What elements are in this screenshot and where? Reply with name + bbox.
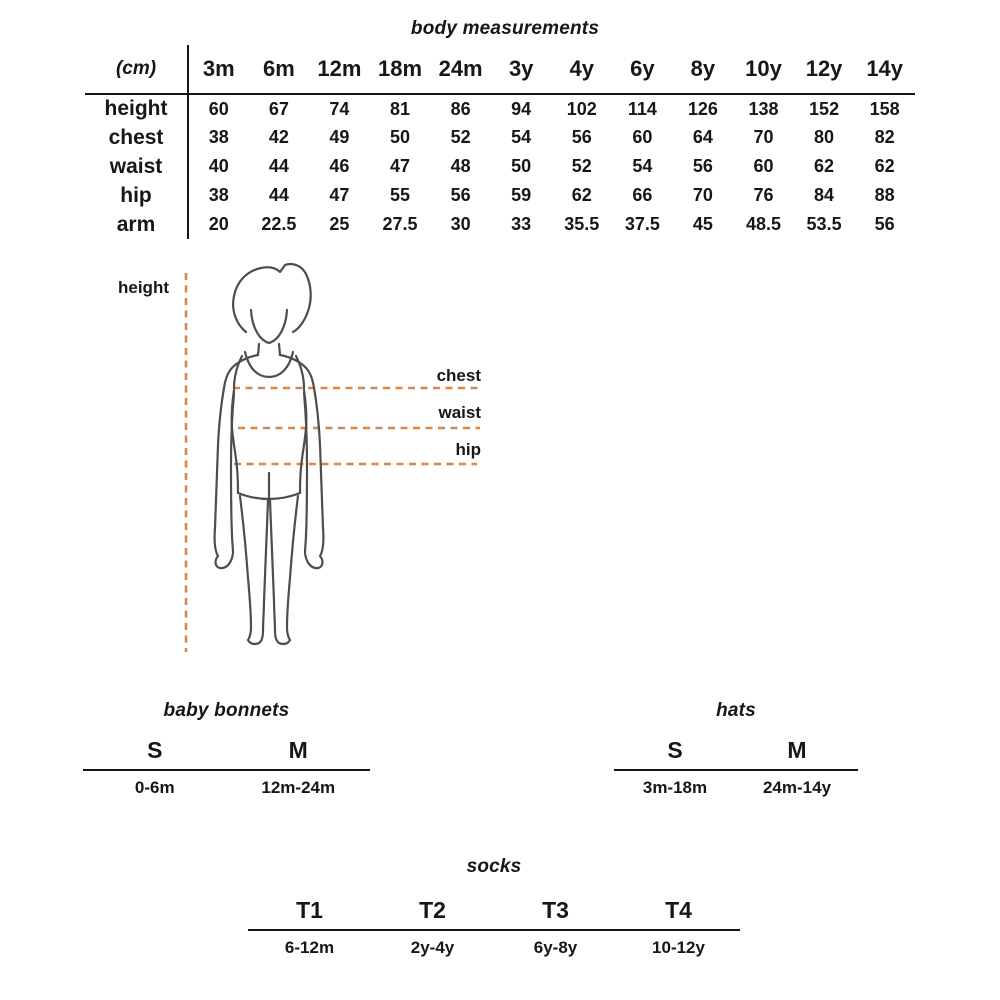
cell-hip-4y: 62	[571, 185, 592, 205]
chest-label: chest	[436, 366, 481, 385]
cell-waist-24m: 48	[450, 156, 471, 176]
cell-hip-3y: 59	[511, 185, 532, 205]
cell-hip-10y: 76	[753, 185, 774, 205]
cell-waist-12y: 62	[814, 156, 835, 176]
size-header-T4: T4	[665, 897, 692, 923]
column-header-3m: 3m	[188, 45, 249, 94]
cell-arm-12y: 53.5	[806, 214, 842, 234]
cell-waist-3y: 50	[511, 156, 532, 176]
size-range-M: 12m-24m	[261, 778, 336, 797]
cell-height-8y: 126	[687, 98, 718, 119]
cell-arm-24m: 30	[450, 214, 471, 234]
column-header-10y: 10y	[733, 45, 794, 94]
cell-arm-3y: 33	[511, 214, 532, 234]
cell-height-6m: 67	[268, 98, 289, 119]
cell-height-3y: 94	[511, 98, 532, 119]
cell-height-3m: 60	[208, 98, 229, 119]
cell-waist-12m: 46	[329, 156, 350, 176]
hats-size-row	[614, 737, 858, 771]
column-header-6m: 6m	[249, 45, 310, 94]
column-header-12m: 12m	[309, 45, 370, 94]
socks-table	[248, 856, 740, 958]
column-header-4y: 4y	[551, 45, 612, 94]
cell-arm-8y: 45	[692, 214, 713, 234]
cell-height-14y: 158	[869, 98, 900, 119]
table-row-arm	[85, 210, 915, 239]
cell-chest-6y: 60	[632, 127, 653, 147]
cell-waist-6m: 44	[268, 156, 289, 176]
cell-hip-3m: 38	[208, 185, 229, 205]
hats-range-row	[614, 771, 858, 798]
table-row-waist	[85, 152, 915, 181]
size-header-T1: T1	[296, 897, 323, 923]
size-header-T2: T2	[419, 897, 446, 923]
cell-waist-14y: 62	[874, 156, 895, 176]
cell-chest-6m: 42	[268, 127, 289, 147]
column-header-18m: 18m	[370, 45, 431, 94]
size-header-S: S	[667, 737, 683, 763]
cell-arm-3m: 20	[208, 214, 229, 234]
table-row-hip	[85, 181, 915, 210]
height-label: height	[118, 278, 169, 297]
column-header-6y: 6y	[612, 45, 673, 94]
cell-chest-4y: 56	[571, 127, 592, 147]
body-measurements-table	[85, 45, 915, 239]
column-header-14y: 14y	[854, 45, 915, 94]
cell-chest-14y: 82	[874, 127, 895, 147]
cell-hip-14y: 88	[874, 185, 895, 205]
cell-chest-12y: 80	[814, 127, 835, 147]
hip-label: hip	[455, 440, 481, 459]
cell-waist-18m: 47	[390, 156, 411, 176]
cell-arm-12m: 25	[329, 214, 350, 234]
cell-chest-18m: 50	[390, 127, 411, 147]
cell-waist-8y: 56	[692, 156, 713, 176]
size-header-T3: T3	[542, 897, 569, 923]
size-range-M: 24m-14y	[762, 778, 832, 797]
size-range-S: 3m-18m	[642, 778, 708, 797]
cell-hip-24m: 56	[450, 185, 471, 205]
row-label-chest: chest	[85, 123, 188, 152]
unit-label: (cm)	[85, 45, 188, 94]
cell-arm-10y: 48.5	[745, 214, 782, 234]
row-label-arm: arm	[85, 210, 188, 239]
column-header-8y: 8y	[673, 45, 734, 94]
cell-height-18m: 81	[390, 98, 411, 119]
cell-arm-6y: 37.5	[624, 214, 660, 234]
cell-height-10y: 138	[748, 98, 779, 119]
hats-title: hats	[716, 700, 756, 721]
cell-chest-10y: 70	[753, 127, 774, 147]
size-header-S: S	[147, 737, 163, 763]
cell-hip-6m: 44	[268, 185, 289, 205]
size-range-T1: 6-12m	[284, 938, 335, 957]
child-figure-illustration	[215, 264, 324, 644]
size-range-S: 0-6m	[134, 778, 175, 797]
cell-chest-8y: 64	[692, 127, 713, 147]
size-range-T3: 6y-8y	[533, 938, 578, 957]
table-header-row	[85, 45, 915, 94]
cell-height-6y: 114	[627, 98, 657, 119]
row-label-waist: waist	[85, 152, 188, 181]
cell-waist-4y: 52	[571, 156, 592, 176]
socks-range-row	[248, 931, 740, 958]
cell-height-12y: 152	[809, 98, 840, 119]
cell-chest-3y: 54	[511, 127, 532, 147]
cell-arm-18m: 27.5	[382, 214, 418, 234]
size-range-T4: 10-12y	[652, 938, 705, 957]
cell-arm-6m: 22.5	[261, 214, 297, 234]
socks-title: socks	[466, 856, 522, 877]
cell-hip-6y: 66	[632, 185, 653, 205]
body-measurements-title: body measurements	[410, 18, 600, 39]
size-header-M: M	[787, 737, 807, 763]
row-label-height: height	[85, 94, 188, 123]
cell-height-12m: 74	[329, 98, 350, 119]
cell-waist-6y: 54	[632, 156, 653, 176]
cell-chest-3m: 38	[208, 127, 229, 147]
measurement-diagram	[100, 255, 500, 665]
hats-table	[614, 700, 858, 798]
cell-hip-12y: 84	[814, 185, 835, 205]
cell-waist-3m: 40	[208, 156, 229, 176]
cell-chest-24m: 52	[450, 127, 471, 147]
column-header-24m: 24m	[430, 45, 491, 94]
cell-height-24m: 86	[450, 98, 471, 119]
cell-arm-4y: 35.5	[564, 214, 600, 234]
cell-hip-8y: 70	[692, 185, 713, 205]
baby-bonnets-size-row	[83, 737, 370, 771]
baby-bonnets-range-row	[83, 771, 370, 798]
socks-size-row	[248, 897, 740, 931]
table-row-chest	[85, 123, 915, 152]
cell-waist-10y: 60	[753, 156, 774, 176]
cell-arm-14y: 56	[874, 214, 895, 234]
size-range-T2: 2y-4y	[410, 938, 455, 957]
baby-bonnets-title: baby bonnets	[163, 700, 290, 721]
size-header-M: M	[288, 737, 308, 763]
cell-chest-12m: 49	[329, 127, 350, 147]
column-header-3y: 3y	[491, 45, 552, 94]
row-label-hip: hip	[85, 181, 188, 210]
cell-height-4y: 102	[566, 98, 597, 119]
waist-label: waist	[438, 403, 481, 422]
table-row-height	[85, 94, 915, 123]
cell-hip-12m: 47	[329, 185, 350, 205]
column-header-12y: 12y	[794, 45, 855, 94]
baby-bonnets-table	[83, 700, 370, 798]
cell-hip-18m: 55	[390, 185, 411, 205]
